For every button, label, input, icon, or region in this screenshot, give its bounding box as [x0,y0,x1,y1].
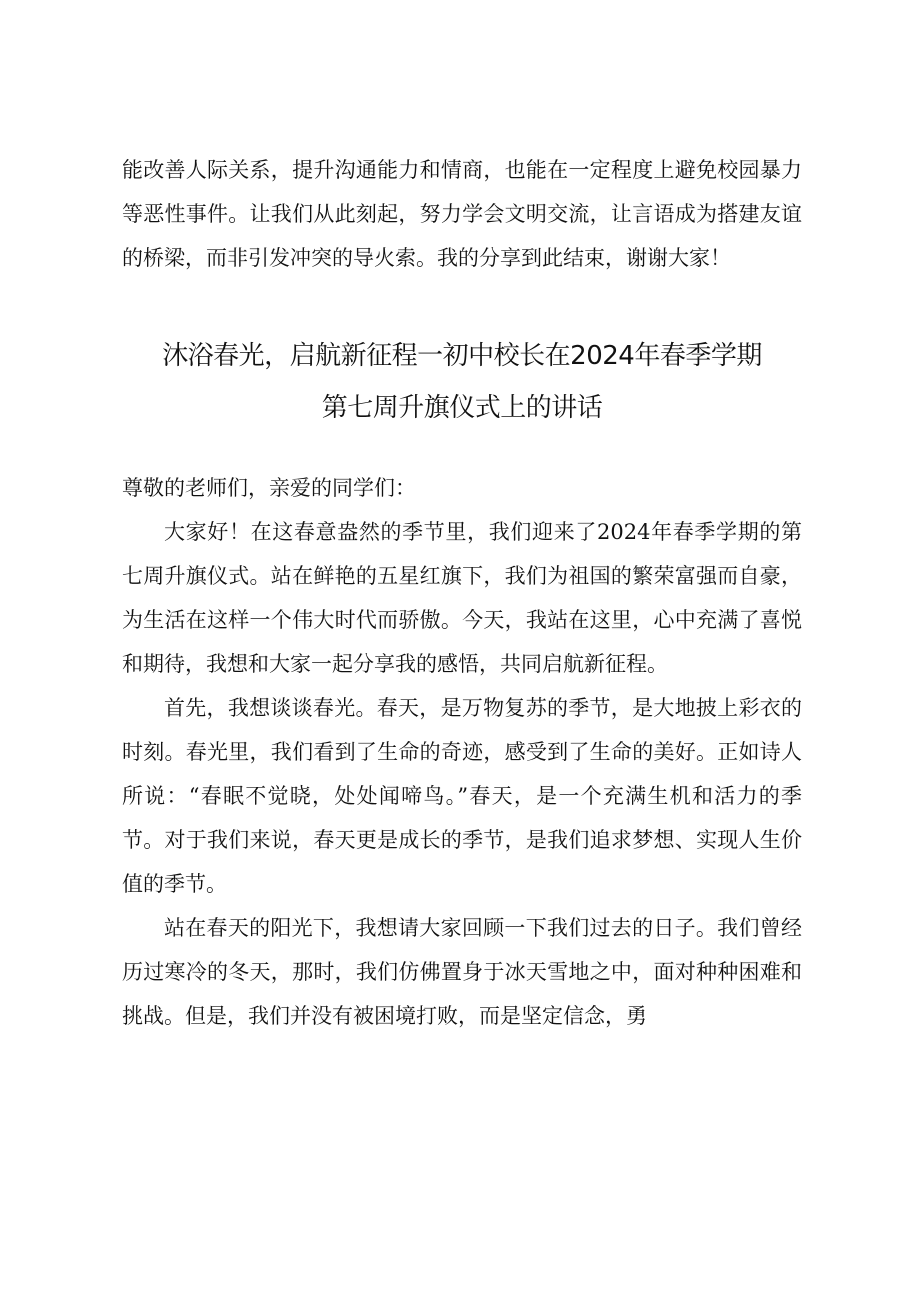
intro-paragraph: 能改善人际关系，提升沟通能力和情商，也能在一定程度上避免校园暴力等恶性事件。让我们从此刻起，努力学会文明交流，让言语成为搭建友谊的桥梁，而非引发冲突的导火索。我的分享到此结束，谢谢大家！ [122,158,802,270]
document-content [122,148,802,1038]
paragraph-greeting: 大家好！在这春意盎然的季节里，我们迎来了2024年春季学期的第七周升旗仪式。站在鲜艳的五星红旗下，我们为祖国的繁荣富强而自豪，为生活在这样一个伟大时代而骄傲。今天，我站在这里，心中充满了喜悦和期待，我想和大家一起分享我的感悟，共同启航新征程。 [122,520,802,676]
paragraph-spring: 首先，我想谈谈春光。春天，是万物复苏的季节，是大地披上彩衣的时刻。春光里，我们看到了生命的奇迹，感受到了生命的美好。正如诗人所说：“春眠不觉晓，处处闻啼鸟。”春天，是一个充满生机和活力的季节。对于我们来说，春天更是成长的季节，是我们追求梦想、实现人生价值的季节。 [122,696,802,896]
paragraph-review: 站在春天的阳光下，我想请大家回顾一下我们过去的日子。我们曾经历过寒冷的冬天，那时，我们仿佛置身于冰天雪地之中，面对种种困难和挑战。但是，我们并没有被困境打败，而是坚定信念，勇 [122,916,802,1028]
salutation: 尊敬的老师们，亲爱的同学们： [122,476,416,500]
title-line-1: 沐浴春光，启航新征程一初中校长在2024年春季学期 [162,341,762,371]
title-line-2: 第七周升旗仪式上的讲话 [321,393,603,423]
speech-title [122,330,802,434]
